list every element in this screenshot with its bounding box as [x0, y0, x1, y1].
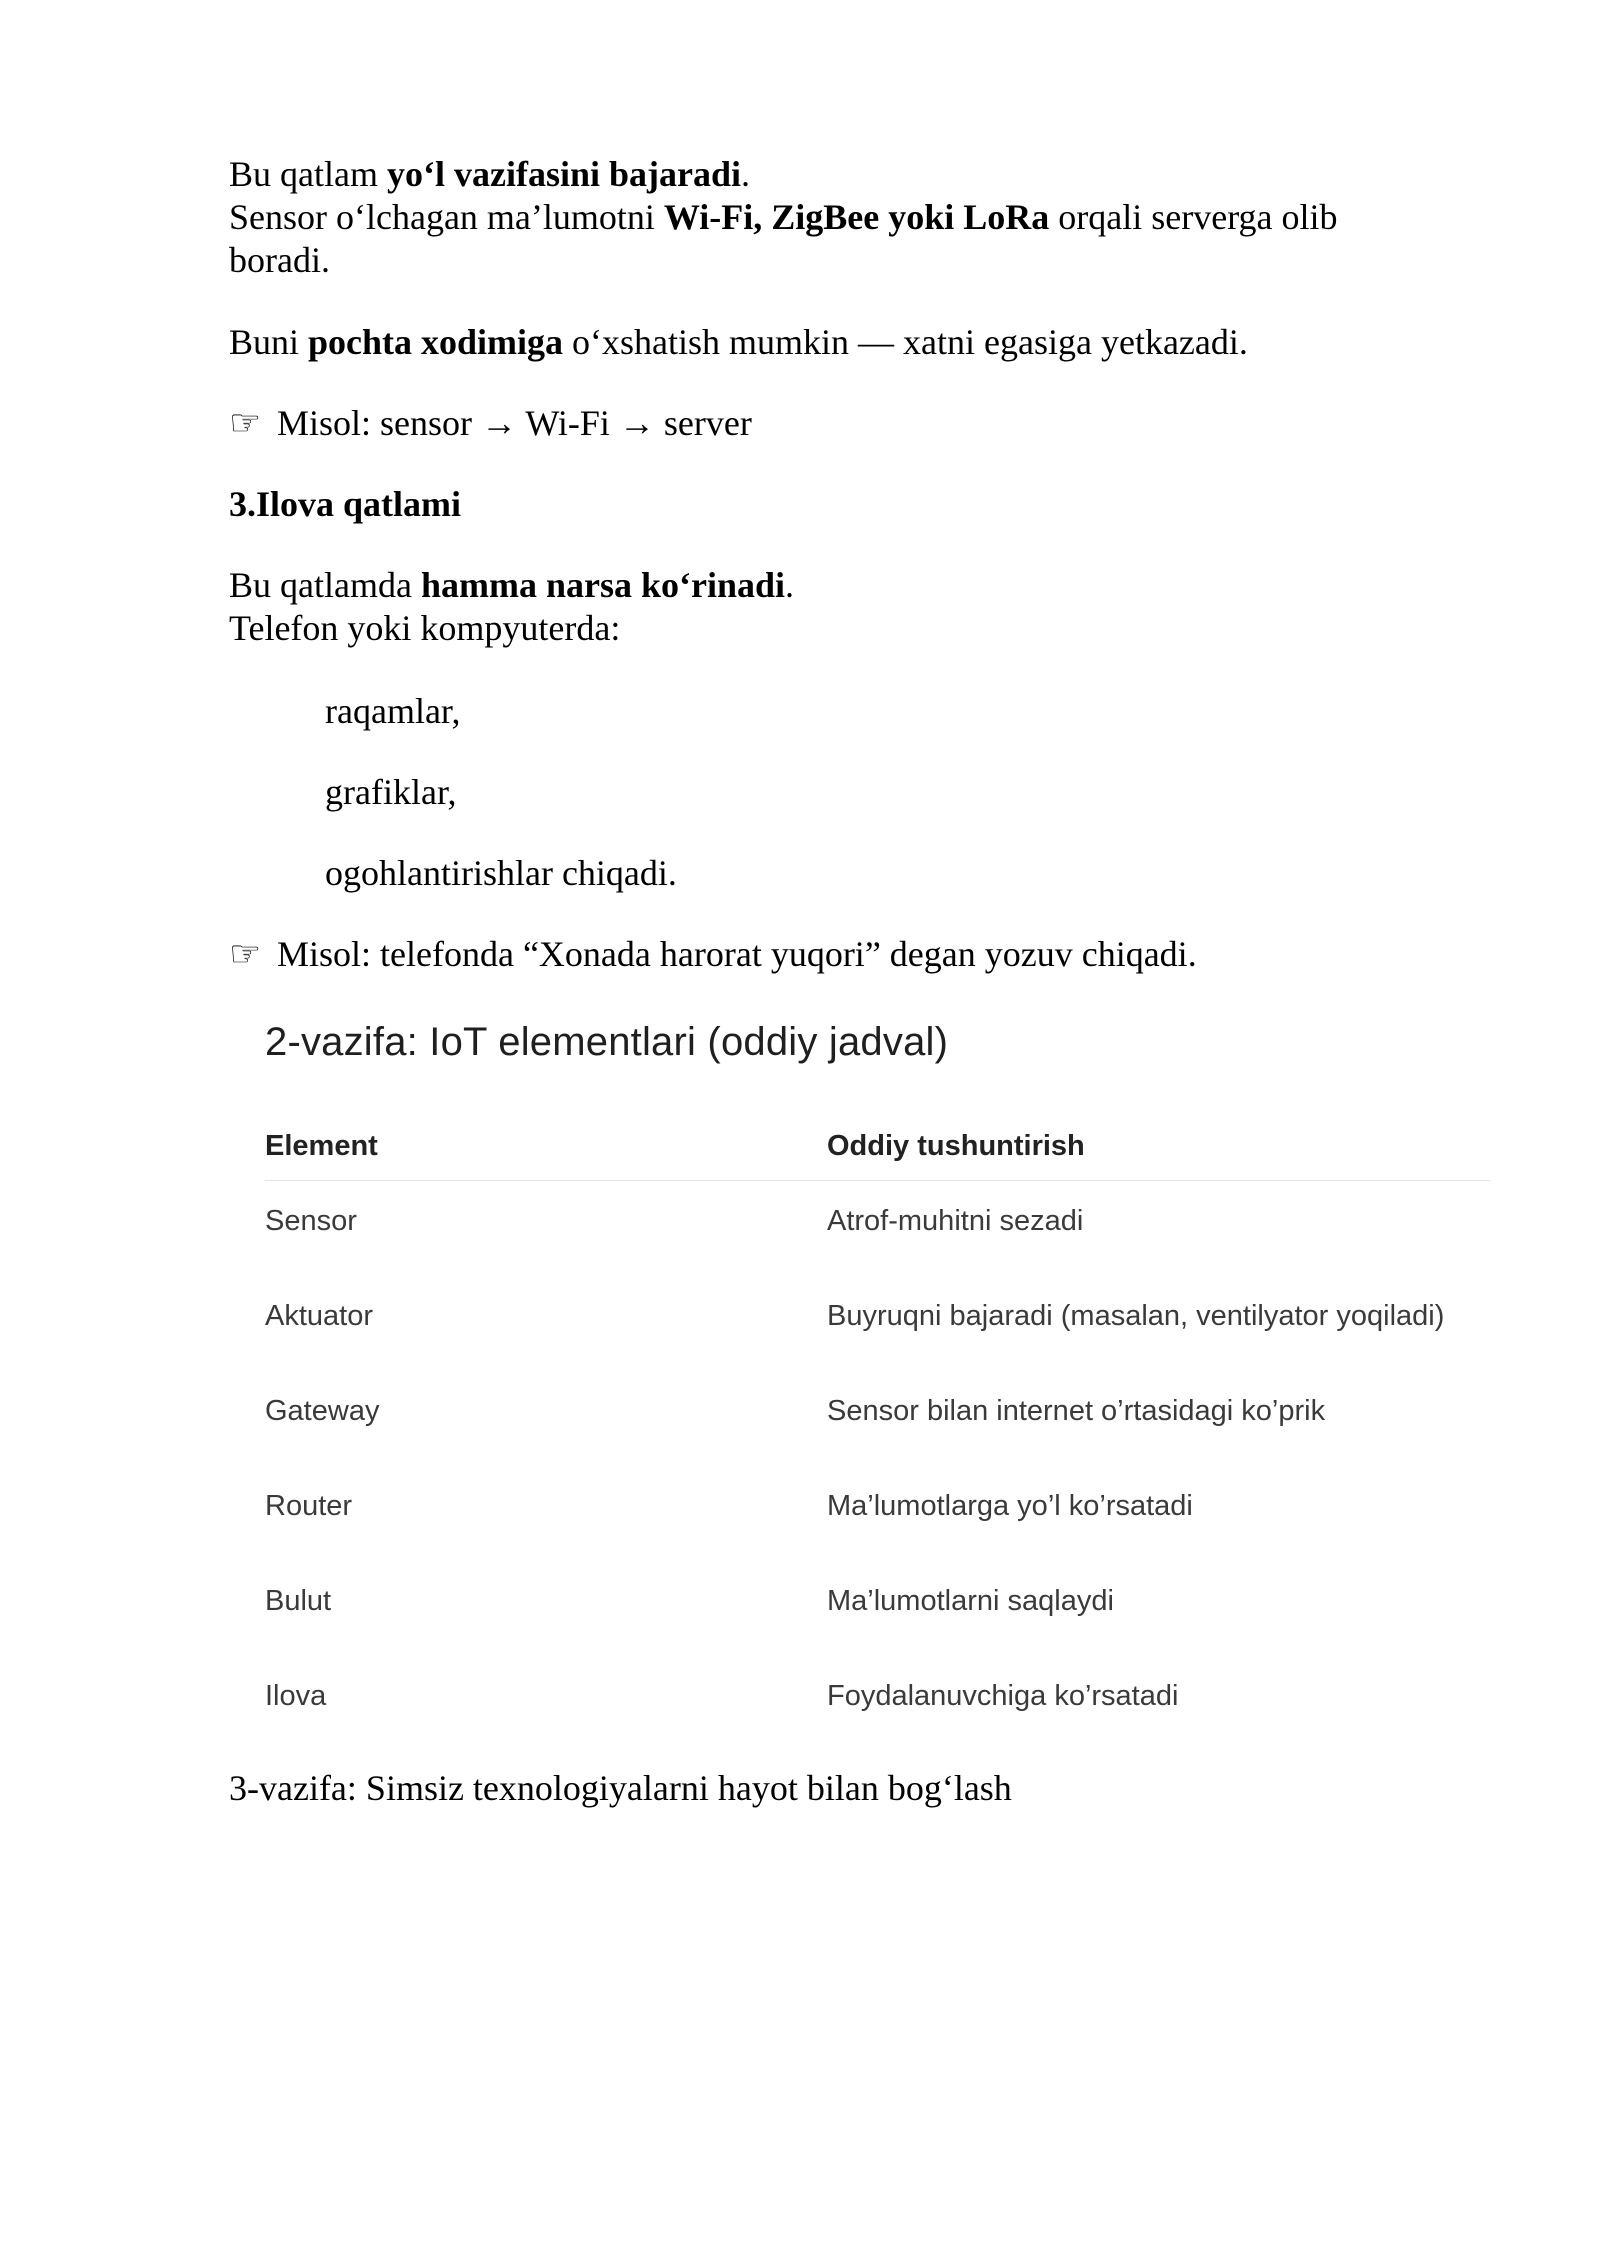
table-cell: Gateway [265, 1395, 380, 1427]
text: Bu qatlam [229, 154, 387, 194]
table-cell: Foydalanuvchiga ko’rsatadi [827, 1680, 1179, 1712]
list-item: grafiklar, [325, 772, 457, 812]
table-cell: Ma’lumotlarga yo’l ko’rsatadi [827, 1490, 1193, 1522]
table-cell: Ma’lumotlarni saqlaydi [827, 1585, 1114, 1617]
table-cell: Sensor [265, 1205, 357, 1237]
paragraph-postman [229, 321, 1371, 364]
table-row [265, 1490, 1490, 1585]
text: Sensor o‘lchagan ma’lumotni [229, 197, 664, 237]
text: . [785, 565, 794, 605]
text: orqali serverga olib boradi. [229, 197, 1338, 280]
example-line-2 [229, 933, 1371, 976]
list-item: raqamlar, [325, 691, 461, 731]
paragraph-transport-layer [229, 153, 1371, 282]
table-title: 2-vazifa: IoT elementlari (oddiy jadval) [265, 1020, 949, 1064]
table-cell: Atrof-muhitni sezadi [827, 1205, 1084, 1237]
task-3-heading: 3-vazifa: Simsiz texnologiyalarni hayot bilan bog‘lash [229, 1768, 1012, 1808]
pointing-hand-icon: ☞ [229, 934, 262, 974]
table-cell: Bulut [265, 1585, 332, 1617]
table-cell: Ilova [265, 1680, 327, 1712]
table-cell: Aktuator [265, 1300, 373, 1332]
text: o‘xshatish mumkin — xatni egasiga yetkazadi. [563, 322, 1248, 362]
text: Buni [229, 322, 309, 362]
column-header-explanation: Oddiy tushuntirish [827, 1130, 1085, 1162]
section-heading: 3.Ilova qatlami [229, 484, 462, 524]
table-cell: Sensor bilan internet o’rtasidagi ko’prik [827, 1395, 1326, 1427]
text: . [741, 154, 750, 194]
table-cell: Router [265, 1490, 353, 1522]
bold-text: pochta xodimiga [308, 322, 564, 362]
bold-text: hamma narsa ko‘rinadi [420, 565, 785, 605]
text: Telefon yoki kompyuterda: [229, 608, 621, 648]
table-cell: Buyruqni bajaradi (masalan, ventilyator yoqiladi) [827, 1300, 1445, 1332]
pointing-hand-icon: ☞ [229, 403, 262, 443]
table-row [265, 1300, 1490, 1395]
bold-text: Wi-Fi, ZigBee yoki LoRa [663, 197, 1050, 237]
column-header-element: Element [265, 1130, 378, 1162]
list-item: ogohlantirishlar chiqadi. [325, 853, 677, 893]
table-row [265, 1585, 1490, 1680]
table-header [265, 1110, 1490, 1181]
text: Bu qatlamda [229, 565, 421, 605]
example-line-1 [229, 402, 1371, 445]
table-row [265, 1395, 1490, 1490]
paragraph-application-layer [229, 564, 1371, 650]
table-row [265, 1680, 1490, 1775]
bold-text: yo‘l vazifasini bajaradi [386, 154, 741, 194]
example-text: Misol: sensor → Wi-Fi → server [277, 403, 752, 443]
table-row [265, 1205, 1490, 1300]
example-text: Misol: telefonda “Xonada harorat yuqori” degan yozuv chiqadi. [277, 934, 1197, 974]
